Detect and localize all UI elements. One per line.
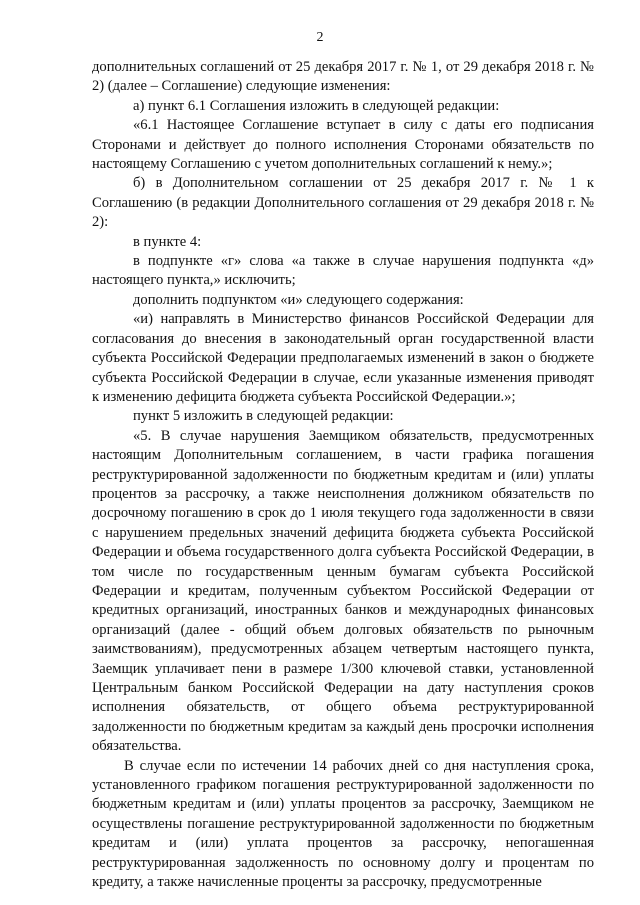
paragraph-point-5-intro: пункт 5 изложить в следующей редакции:	[133, 408, 394, 425]
paragraph-amendments-intro: дополнительных соглашений от 25 декабря 2017 г. № 1, от 29 декабря 2018 г. № 2) (далее – Соглашение) следующие изменения:	[92, 59, 594, 95]
paragraph-14-days: В случае если по истечении 14 рабочих дней со дня наступления срока, установленного графиком погашения реструктурированной задолженности по бюджетным кредитам и (или) уплаты процентов за рассрочку, Заемщиком не осуществлены погашение реструктурированной задолженности по бюджетным кредитам и (или) уплата процентов за рассрочку, непогашенная реструктурированная задолженность по основному долгу и процентам по кредиту, а также начисленные проценты за рассрочку, предусмотренные	[92, 757, 594, 891]
page-number: 2	[316, 30, 324, 45]
paragraph-subpoint-g: в подпункте «г» слова «а также в случае нарушения подпункта «д» настоящего пункта,» исключить;	[92, 253, 594, 289]
paragraph-item-a: а) пункт 6.1 Соглашения изложить в следующей редакции:	[133, 97, 500, 114]
paragraph-in-point-4: в пункте 4:	[133, 233, 202, 250]
paragraph-point-5-text: «5. В случае нарушения Заемщиком обязательств, предусмотренных настоящим Дополнительным соглашением, в части графика погашения реструктурированной задолженности по бюджетным кредитам и (или) уплаты процентов за рассрочку, а также неисполнения должником обязательств по досрочному погашению в срок до 1 июля текущего года задолженности в связи с нарушением предельных значений дефицита бюджета субъекта Российской Федерации и объема государственного долга субъекта Российской Федерации, в том числе по государственным ценным бумагам субъекта Российской Федерации и кредитам, полученным субъектом Российской Федерации от кредитных организаций, иностранных банков и международных финансовых организаций (далее - общий объем долговых обязательств по рыночным заимствованиям), предусмотренных абзацем четвертым настоящего пункта, Заемщик уплачивает пени в размере 1/300 ключевой ставки, установленной Центральным банком Российской Федерации на дату наступления сроков исполнения обязательств, от общего объема реструктурированной задолженности по бюджетным кредитам за каждый день просрочки исполнения обязательства.	[92, 427, 594, 755]
paragraph-subpoint-i-text: «и) направлять в Министерство финансов Российской Федерации для согласования до внесения в законодательный орган государственной власти субъекта Российской Федерации предполагаемых изменений в закон о бюджете субъекта Российской Федерации в случае, если указанные изменения приводят к изменению дефицита бюджета субъекта Российской Федерации.»;	[92, 311, 594, 405]
paragraph-add-subpoint-i: дополнить подпунктом «и» следующего содержания:	[133, 291, 464, 308]
paragraph-item-b: б) в Дополнительном соглашении от 25 декабря 2017 г. № 1 к Соглашению (в редакции Дополнительного соглашения от 29 декабря 2018 г. № 2):	[92, 175, 594, 231]
paragraph-clause-6-1: «6.1 Настоящее Соглашение вступает в силу с даты его подписания Сторонами и действует до полного исполнения Сторонами обязательств по настоящему Соглашению с учетом дополнительных соглашений к нему.»;	[92, 117, 594, 173]
document-body	[92, 58, 594, 892]
